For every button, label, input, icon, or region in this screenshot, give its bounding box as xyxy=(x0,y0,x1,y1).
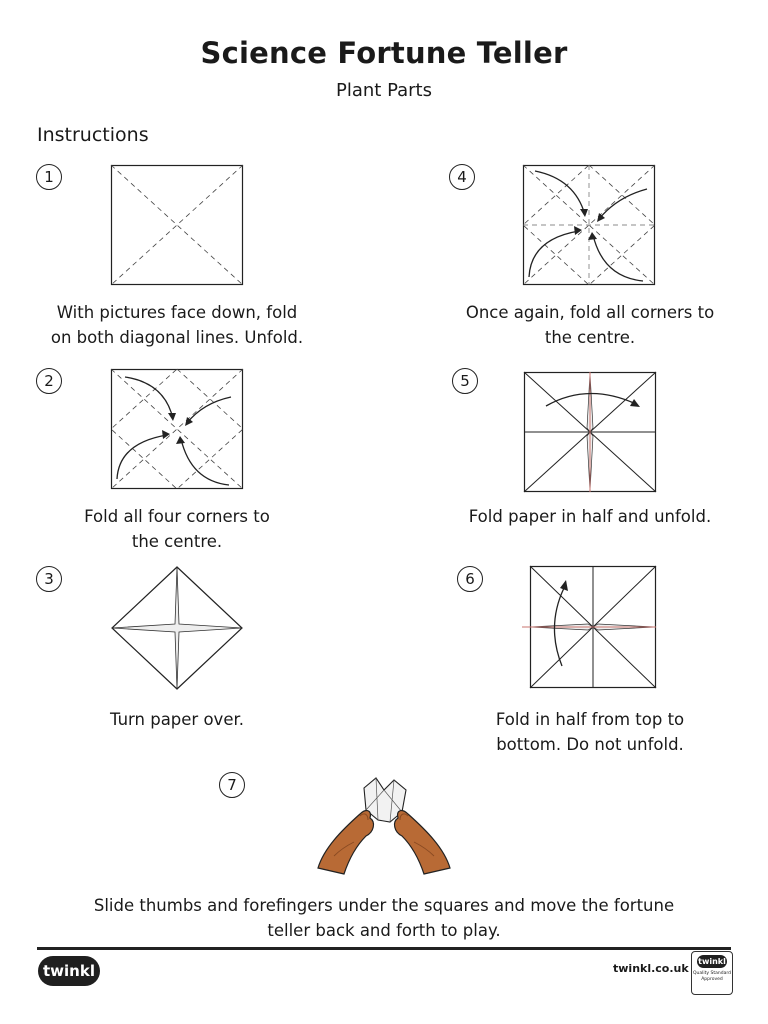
step-3-number: 3 xyxy=(36,566,62,592)
step-4-caption-line-2: the centre. xyxy=(544,328,636,347)
step-1-caption-line-1: With pictures face down, fold xyxy=(56,303,298,322)
page-title: Science Fortune Teller xyxy=(200,36,568,70)
page-subtitle: Plant Parts xyxy=(336,80,432,101)
badge-logo-text: twinkl xyxy=(698,957,726,966)
step-7-caption-line-1: Slide thumbs and forefingers under the squares and move the fortune xyxy=(93,896,675,915)
step-1-diagram xyxy=(111,165,243,285)
step-6-caption xyxy=(435,707,745,757)
step-3-caption-line-1: Turn paper over. xyxy=(110,710,244,729)
step-2-number: 2 xyxy=(36,368,62,394)
instructions-heading: Instructions xyxy=(37,124,149,146)
badge-line-2: Approved xyxy=(701,976,723,982)
step-6-diagram xyxy=(520,566,660,690)
step-3-diagram xyxy=(111,566,243,690)
step-2-caption-line-2: the centre. xyxy=(131,532,223,551)
step-6-caption-line-1: Fold in half from top to xyxy=(495,710,685,729)
step-5-caption-line-1: Fold paper in half and unfold. xyxy=(468,507,712,526)
step-2-diagram xyxy=(111,369,243,489)
step-5-caption xyxy=(435,504,745,529)
badge-line-1: Quality Standard xyxy=(693,971,731,976)
step-6-number: 6 xyxy=(457,566,483,592)
step-5-number: 5 xyxy=(452,368,478,394)
step-2-caption-line-1: Fold all four corners to xyxy=(84,507,270,526)
twinkl-logo: twinkl xyxy=(38,956,100,986)
quality-standard-badge xyxy=(691,951,733,995)
hands-holding-fortune-teller-illustration xyxy=(314,776,454,886)
step-4-caption-line-1: Once again, fold all corners to xyxy=(465,303,715,322)
step-2-caption xyxy=(22,504,332,554)
step-7-caption xyxy=(30,893,738,943)
step-5-diagram xyxy=(524,372,656,492)
step-1-number: 1 xyxy=(36,164,62,190)
step-4-caption xyxy=(435,300,745,350)
step-6-caption-line-2: bottom. Do not unfold. xyxy=(496,735,684,754)
site-url[interactable]: twinkl.co.uk xyxy=(613,962,689,975)
step-3-caption xyxy=(22,707,332,732)
step-4-number: 4 xyxy=(449,164,475,190)
step-1-caption xyxy=(22,300,332,350)
step-7-caption-line-2: teller back and forth to play. xyxy=(267,921,501,940)
step-4-diagram xyxy=(523,165,655,285)
step-1-caption-line-2: on both diagonal lines. Unfold. xyxy=(50,328,304,347)
footer-divider xyxy=(37,947,731,950)
step-7-number: 7 xyxy=(219,772,245,798)
